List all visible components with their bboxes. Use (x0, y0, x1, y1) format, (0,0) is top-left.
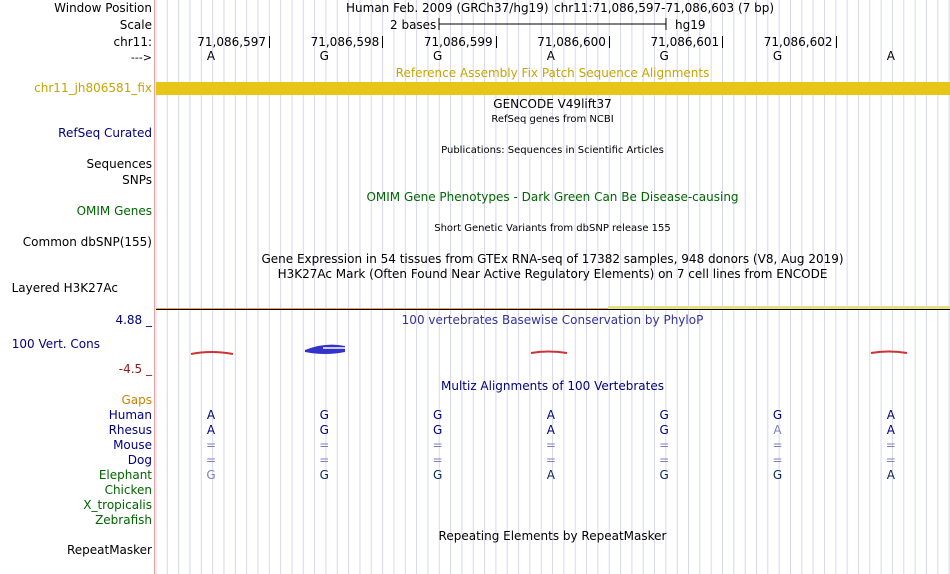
multiz-gaps-label: Gaps (121, 393, 152, 407)
species-label[interactable]: Mouse (113, 438, 152, 452)
reference-base: A (206, 49, 216, 63)
label-separator (154, 0, 155, 574)
aligned-base: A (886, 423, 895, 437)
window-position-label: Window Position (54, 1, 152, 15)
refseq-track-title: RefSeq genes from NCBI (491, 114, 614, 125)
repeatmasker-track-label[interactable]: RepeatMasker (66, 543, 152, 557)
omim-track-title: OMIM Gene Phenotypes - Dark Green Can Be Disease-causing (366, 190, 739, 204)
reference-base: A (546, 49, 555, 63)
reference-base: A (886, 49, 895, 63)
fix-patch-track-title: Reference Assembly Fix Patch Sequence Alignments (395, 66, 710, 80)
aligned-base: A (546, 423, 555, 437)
repeatmasker-track-title: Repeating Elements by RepeatMasker (438, 529, 667, 543)
aligned-base: A (886, 408, 895, 422)
position-range: chr11:71,086,597-71,086,603 (7 bp) (554, 1, 775, 15)
position-label: 71,086,597 (197, 35, 266, 49)
species-label[interactable]: Rhesus (108, 423, 152, 437)
aligned-base: = (545, 438, 556, 452)
phylop-logo (155, 340, 950, 360)
aligned-base: G (319, 408, 329, 422)
strand-label: ---> (130, 51, 152, 64)
position-label: 71,086,598 (310, 35, 380, 49)
publications-track-label-1[interactable]: Sequences (86, 157, 152, 171)
scale-label: Scale (119, 18, 152, 32)
position-tick (609, 36, 610, 48)
phylop-min-label: -4.5 _ (118, 362, 152, 376)
assembly-title: Human Feb. 2009 (GRCh37/hg19) (346, 1, 549, 15)
aligned-base: = (659, 438, 670, 452)
fix-patch-alignment-bar[interactable] (156, 82, 950, 95)
aligned-base: A (886, 468, 895, 482)
position-tick (836, 36, 837, 48)
species-label[interactable]: Chicken (104, 483, 152, 497)
aligned-base: = (432, 453, 443, 467)
aligned-base: = (885, 438, 896, 452)
aligned-base: A (773, 423, 782, 437)
h3k27ac-track-title: H3K27Ac Mark (Often Found Near Active Regulatory Elements) on 7 cell lines from ENCODE (277, 267, 828, 281)
reference-base: G (772, 49, 783, 63)
chrom-label: chr11: (113, 35, 152, 49)
aligned-base: = (432, 438, 443, 452)
publications-track-title: Publications: Sequences in Scientific Articles (441, 145, 664, 156)
gtex-track-title: Gene Expression in 54 tissues from GTEx RNA-seq of 17382 samples, 948 donors (V8, Aug 2019) (261, 252, 844, 266)
aligned-base: G (319, 423, 329, 437)
aligned-base: G (659, 468, 669, 482)
species-label[interactable]: Zebrafish (95, 513, 152, 527)
phylop-max-label: 4.88 _ (115, 313, 152, 327)
aligned-base: G (432, 468, 443, 482)
aligned-base: G (659, 423, 669, 437)
aligned-base: G (432, 408, 443, 422)
scale-bar-text: 2 bases (390, 18, 437, 32)
scale-bar (438, 17, 668, 31)
aligned-base: = (205, 453, 217, 467)
gencode-track-title: GENCODE V49lift37 (493, 97, 612, 111)
aligned-base: G (659, 408, 669, 422)
species-label[interactable]: Elephant (98, 468, 152, 482)
aligned-base: = (545, 453, 556, 467)
reference-base: G (432, 49, 443, 63)
position-label: 71,086,599 (423, 35, 493, 49)
dbsnp-track-title: Short Genetic Variants from dbSNP release 155 (434, 223, 671, 234)
aligned-base: G (432, 423, 443, 437)
omim-track-label[interactable]: OMIM Genes (76, 204, 152, 218)
aligned-base: = (319, 438, 330, 452)
aligned-base: = (772, 438, 783, 452)
species-label[interactable]: X_tropicalis (83, 498, 152, 512)
scale-db: hg19 (675, 18, 706, 32)
position-label: 71,086,600 (537, 35, 606, 49)
aligned-base: G (772, 408, 783, 422)
aligned-base: G (206, 468, 216, 482)
position-label: 71,086,602 (763, 35, 833, 49)
aligned-base: A (546, 468, 555, 482)
publications-track-label-2[interactable]: SNPs (122, 173, 152, 187)
fix-patch-track-label[interactable]: chr11_jh806581_fix (34, 81, 152, 95)
position-tick (722, 36, 723, 48)
aligned-base: = (319, 453, 330, 467)
aligned-base: G (772, 468, 783, 482)
aligned-base: G (319, 468, 329, 482)
aligned-base: A (546, 408, 555, 422)
aligned-base: A (206, 423, 216, 437)
reference-base: G (659, 49, 669, 63)
position-label: 71,086,601 (650, 35, 720, 49)
position-tick (269, 36, 270, 48)
phylop-track-label[interactable]: 100 Vert. Cons (11, 337, 100, 351)
refseq-track-label[interactable]: RefSeq Curated (58, 126, 152, 140)
h3k27ac-track-label[interactable]: Layered H3K27Ac (11, 281, 118, 295)
reference-base: G (319, 49, 329, 63)
position-tick (382, 36, 383, 48)
dbsnp-track-label[interactable]: Common dbSNP(155) (22, 235, 152, 249)
h3k27ac-track-line (156, 309, 950, 310)
species-label[interactable]: Dog (127, 453, 152, 467)
multiz-track-title: Multiz Alignments of 100 Vertebrates (440, 379, 665, 393)
aligned-base: = (772, 453, 783, 467)
aligned-base: A (206, 408, 216, 422)
position-tick (496, 36, 497, 48)
phylop-track-title: 100 vertebrates Basewise Conservation by PhyloP (401, 313, 704, 327)
aligned-base: = (659, 453, 670, 467)
aligned-base: = (205, 438, 217, 452)
species-label[interactable]: Human (108, 408, 152, 422)
aligned-base: = (885, 453, 896, 467)
